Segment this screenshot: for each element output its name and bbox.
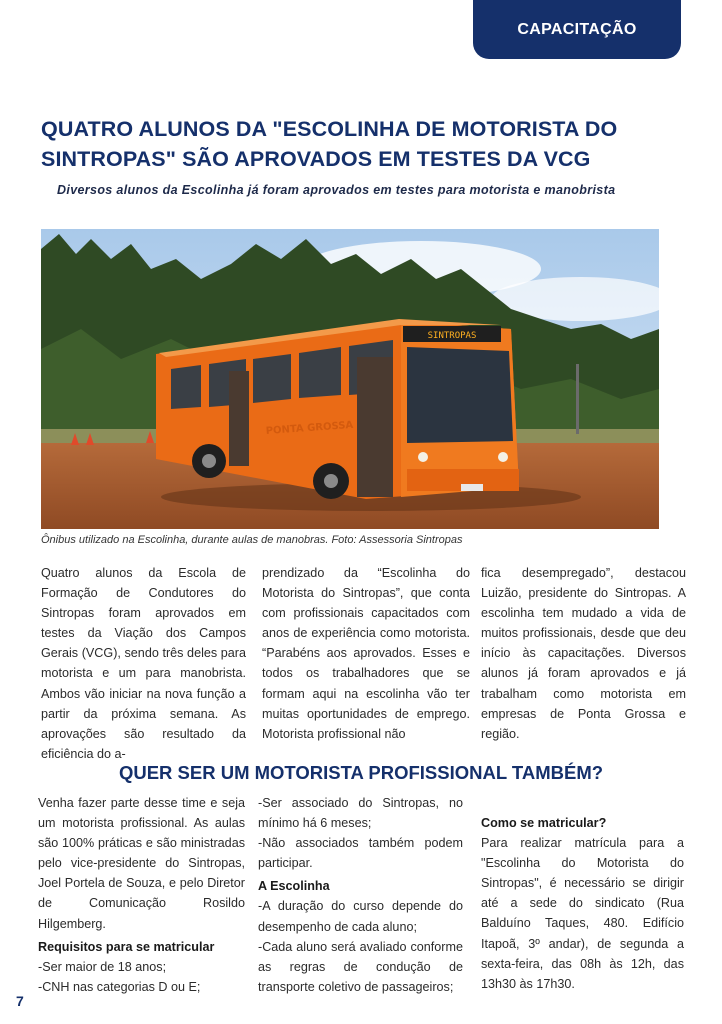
box-intro: Venha fazer parte desse time e seja um motorista profissional. As aulas são 100% práticas e são ministradas pelo vice-presidente do Sintropas, Joel Portela de Souza, e pelo Diretor de Comunicação Rosildo Hilgemberg.: [38, 796, 245, 931]
school-item: -Cada aluno será avaliado conforme as regras de condução de transporte coletivo de passageiros;: [258, 939, 463, 994]
requirement-item: -CNH nas categorias D ou E;: [38, 979, 201, 994]
requirement-item: -Ser associado do Sintropas, no mínimo há 6 meses;: [258, 796, 463, 831]
box-column-1: [38, 793, 245, 997]
enroll-heading: Como se matricular?: [481, 816, 607, 830]
bus-destination-sign: SINTROPAS: [427, 331, 477, 341]
article-column-3: fica desempregado”, destacou Luizão, presidente do Sintropas. A escolinha tem mudado a vida de muitos profissionais, desde que deu início às capacitações. Diversos alunos já foram aprovados e já trabalham como motorista em empresas de Ponta Grossa e região.: [481, 566, 686, 741]
requirement-item: -Não associados também podem participar.: [258, 836, 463, 871]
section-tab: [473, 0, 681, 59]
photo-caption: Ônibus utilizado na Escolinha, durante aulas de manobras. Foto: Assessoria Sintropas: [41, 534, 463, 546]
box-title: QUER SER UM MOTORISTA PROFISSIONAL TAMBÉM?: [118, 762, 604, 783]
school-item: -A duração do curso depende do desempenho de cada aluno;: [258, 899, 463, 934]
article-column-1: Quatro alunos da Escola de Formação de Condutores do Sintropas foram aprovados em testes da Viação dos Campos Gerais (VCG), sendo três deles para motorista e um para manobrista. Ambos vão iniciar na nova função a partir da próxima semana. As aprovações são resultado da eficiência do a-: [41, 566, 246, 761]
bus-side-text: PONTA GROSSA: [265, 419, 354, 437]
article-column-2: prendizado da “Escolinha do Motorista do Sintropas”, que conta com profissionais capacitados com anos de experiência como motorista. “Parabéns aos aprovados. Esses e todos os trabalhadores que se formam aqui na escolinha vão ter muitas oportunidades de emprego. Motorista profissional não: [262, 566, 470, 741]
requirements-heading: Requisitos para se matricular: [38, 939, 215, 954]
section-tab-label: CAPACITAÇÃO: [517, 20, 637, 38]
school-heading: A Escolinha: [258, 879, 330, 894]
enroll-text: Para realizar matrícula para a "Escolinha do Motorista do Sintropas", é necessário se dirigir até a sede do sindicato (Rua Balduíno Taques, 480. Edifício Itapoã, 3º andar), de segunda a sexta-feira, das 08h às 12h, das 13h30 às 17h30.: [481, 836, 684, 991]
page-number: 7: [16, 993, 24, 1009]
headline: QUATRO ALUNOS DA "ESCOLINHA DE MOTORISTA DO SINTROPAS" SÃO APROVADOS EM TESTES DA VCG: [41, 117, 618, 171]
subheadline: Diversos alunos da Escolinha já foram aprovados em testes para motorista e manobrista: [57, 183, 616, 197]
box-column-3: [481, 793, 684, 994]
bus-photo: [41, 229, 659, 529]
box-column-2: [258, 793, 463, 997]
requirement-item: -Ser maior de 18 anos;: [38, 959, 167, 974]
